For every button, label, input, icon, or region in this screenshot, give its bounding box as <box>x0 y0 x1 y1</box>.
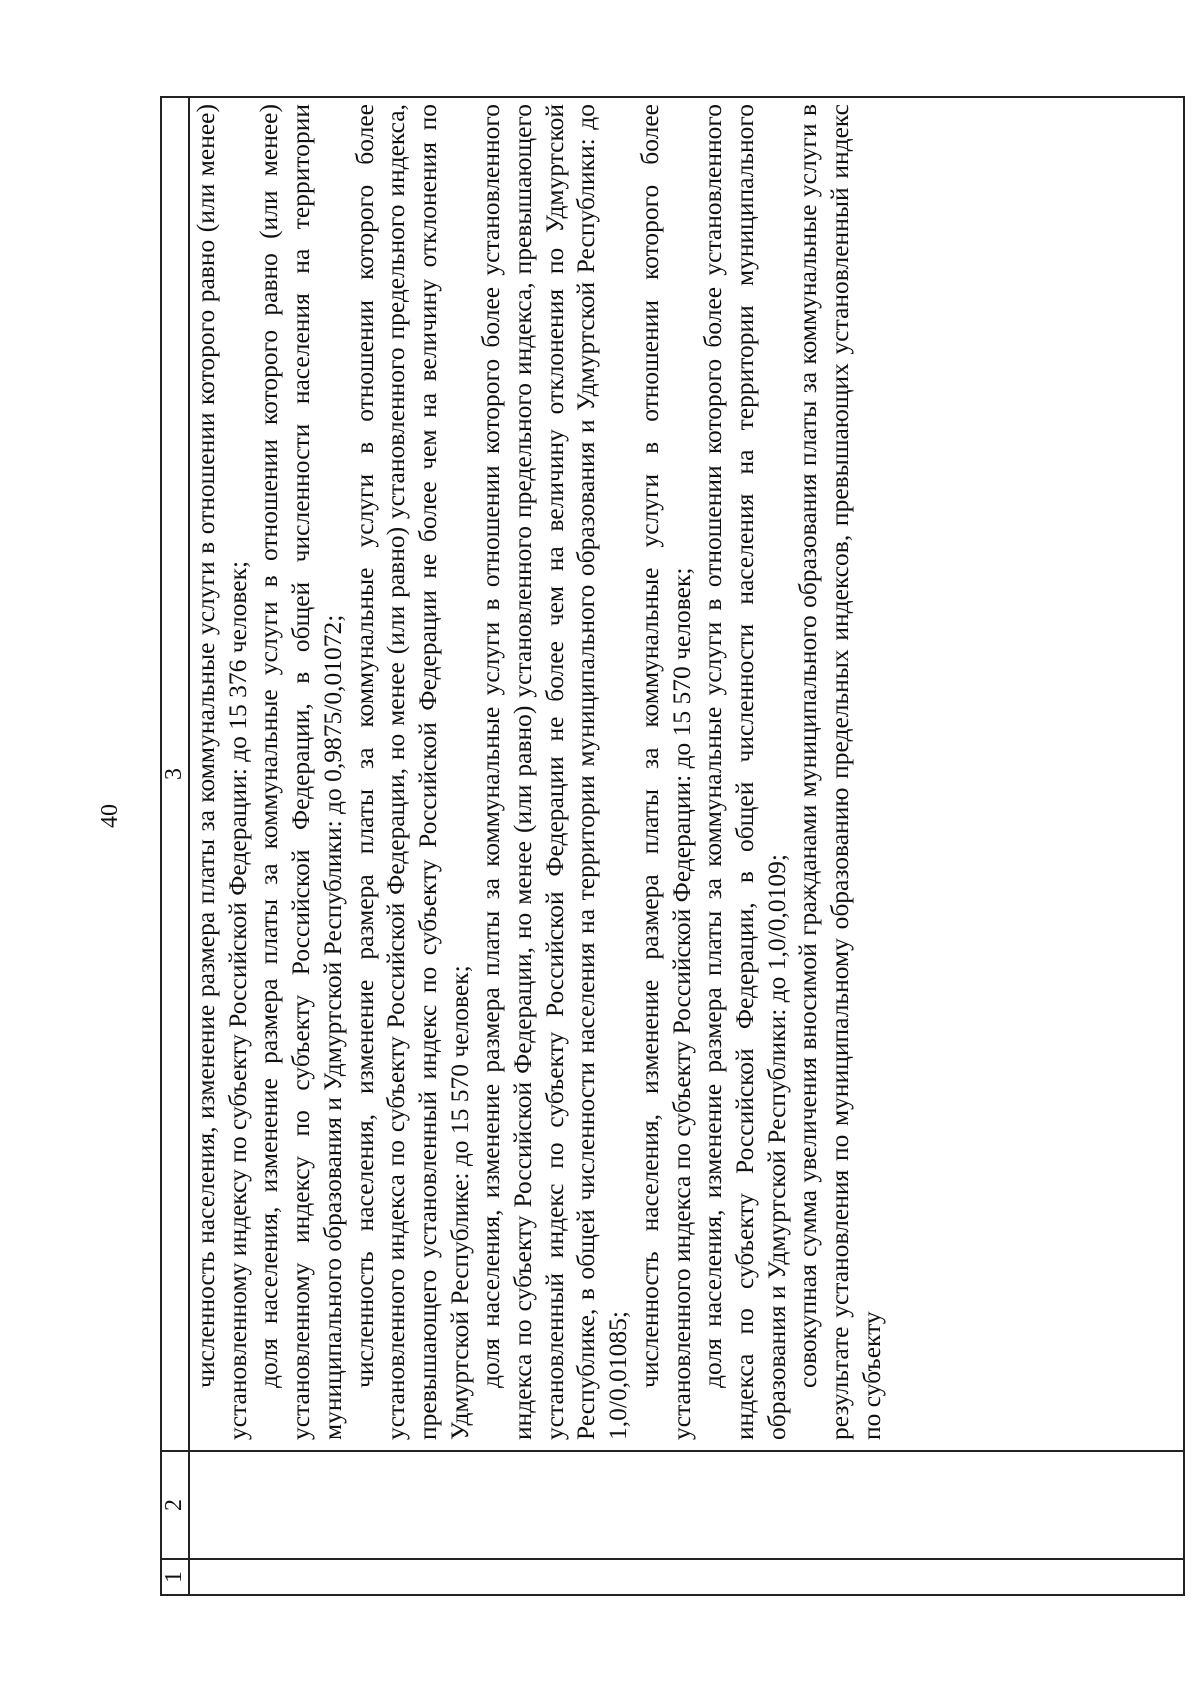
column-header-1: 1 <box>161 1559 189 1595</box>
table-cell-col2 <box>189 1451 1184 1559</box>
paragraph-share-at-index: доля населения, изменение размера платы за коммунальные услуги в отношении которого равно (или менее) установленному индексу по субъекту Российской Федерации, в общей численности населения на территории муниципального образования и Удмуртской Республики: до 0,9875/0,01072; <box>254 104 347 1440</box>
table-row <box>189 97 1184 1595</box>
rotated-page <box>92 36 1172 1596</box>
paragraph-population-at-index: численность населения, изменение размера платы за коммунальные услуги в отношении которого равно (или менее) установленному индексу по субъекту Российской Федерации: до 15 376 человек; <box>191 104 252 1440</box>
column-header-3: 3 <box>161 97 189 1451</box>
table-header-row <box>161 97 189 1595</box>
paragraph-share-within-limit: доля населения, изменение размера платы за коммунальные услуги в отношении которого более установленного индекса по субъекту Российской Федерации, но менее (или равно) установленного предельного индекса, превышающего установленный индекс по субъекту Российской Федерации не более чем на величину отклонения по Удмуртской Республике, в общей численности населения на территории муниципального образования и Удмуртской Республики: до 1,0/0,01085; <box>476 104 633 1440</box>
document-table <box>160 96 1185 1596</box>
paragraph-population-above-index: численность населения, изменение размера платы за коммунальные услуги в отношении которого более установленного индекса по субъекту Российской Федерации: до 15 570 человек; <box>634 104 696 1440</box>
page-number: 40 <box>97 804 123 828</box>
table-cell-col1 <box>189 1559 1184 1595</box>
table-cell-col3 <box>189 97 1184 1451</box>
paragraph-total-increase: совокупная сумма увеличения вносимой гражданами муниципального образования платы за коммунальные услуги в результате установления по муниципальному образованию предельных индексов, превышающих установленный индекс по субъекту <box>793 104 886 1440</box>
column-header-2: 2 <box>161 1451 189 1559</box>
paragraph-share-above-index: доля населения, изменение размера платы за коммунальные услуги в отношении которого более установленного индекса по субъекту Российской Федерации, в общей численности населения на территории муниципального образования и Удмуртской Республики: до 1,0/0,0109; <box>698 104 791 1440</box>
paragraph-population-within-limit: численность населения, изменение размера платы за коммунальные услуги в отношении которого более установленного индекса по субъекту Российской Федерации, но менее (или равно) установленного предельного индекса, превышающего установленный индекс по субъекту Российской Федерации не более чем на величину отклонения по Удмуртской Республике: до 15 570 человек; <box>349 104 474 1440</box>
